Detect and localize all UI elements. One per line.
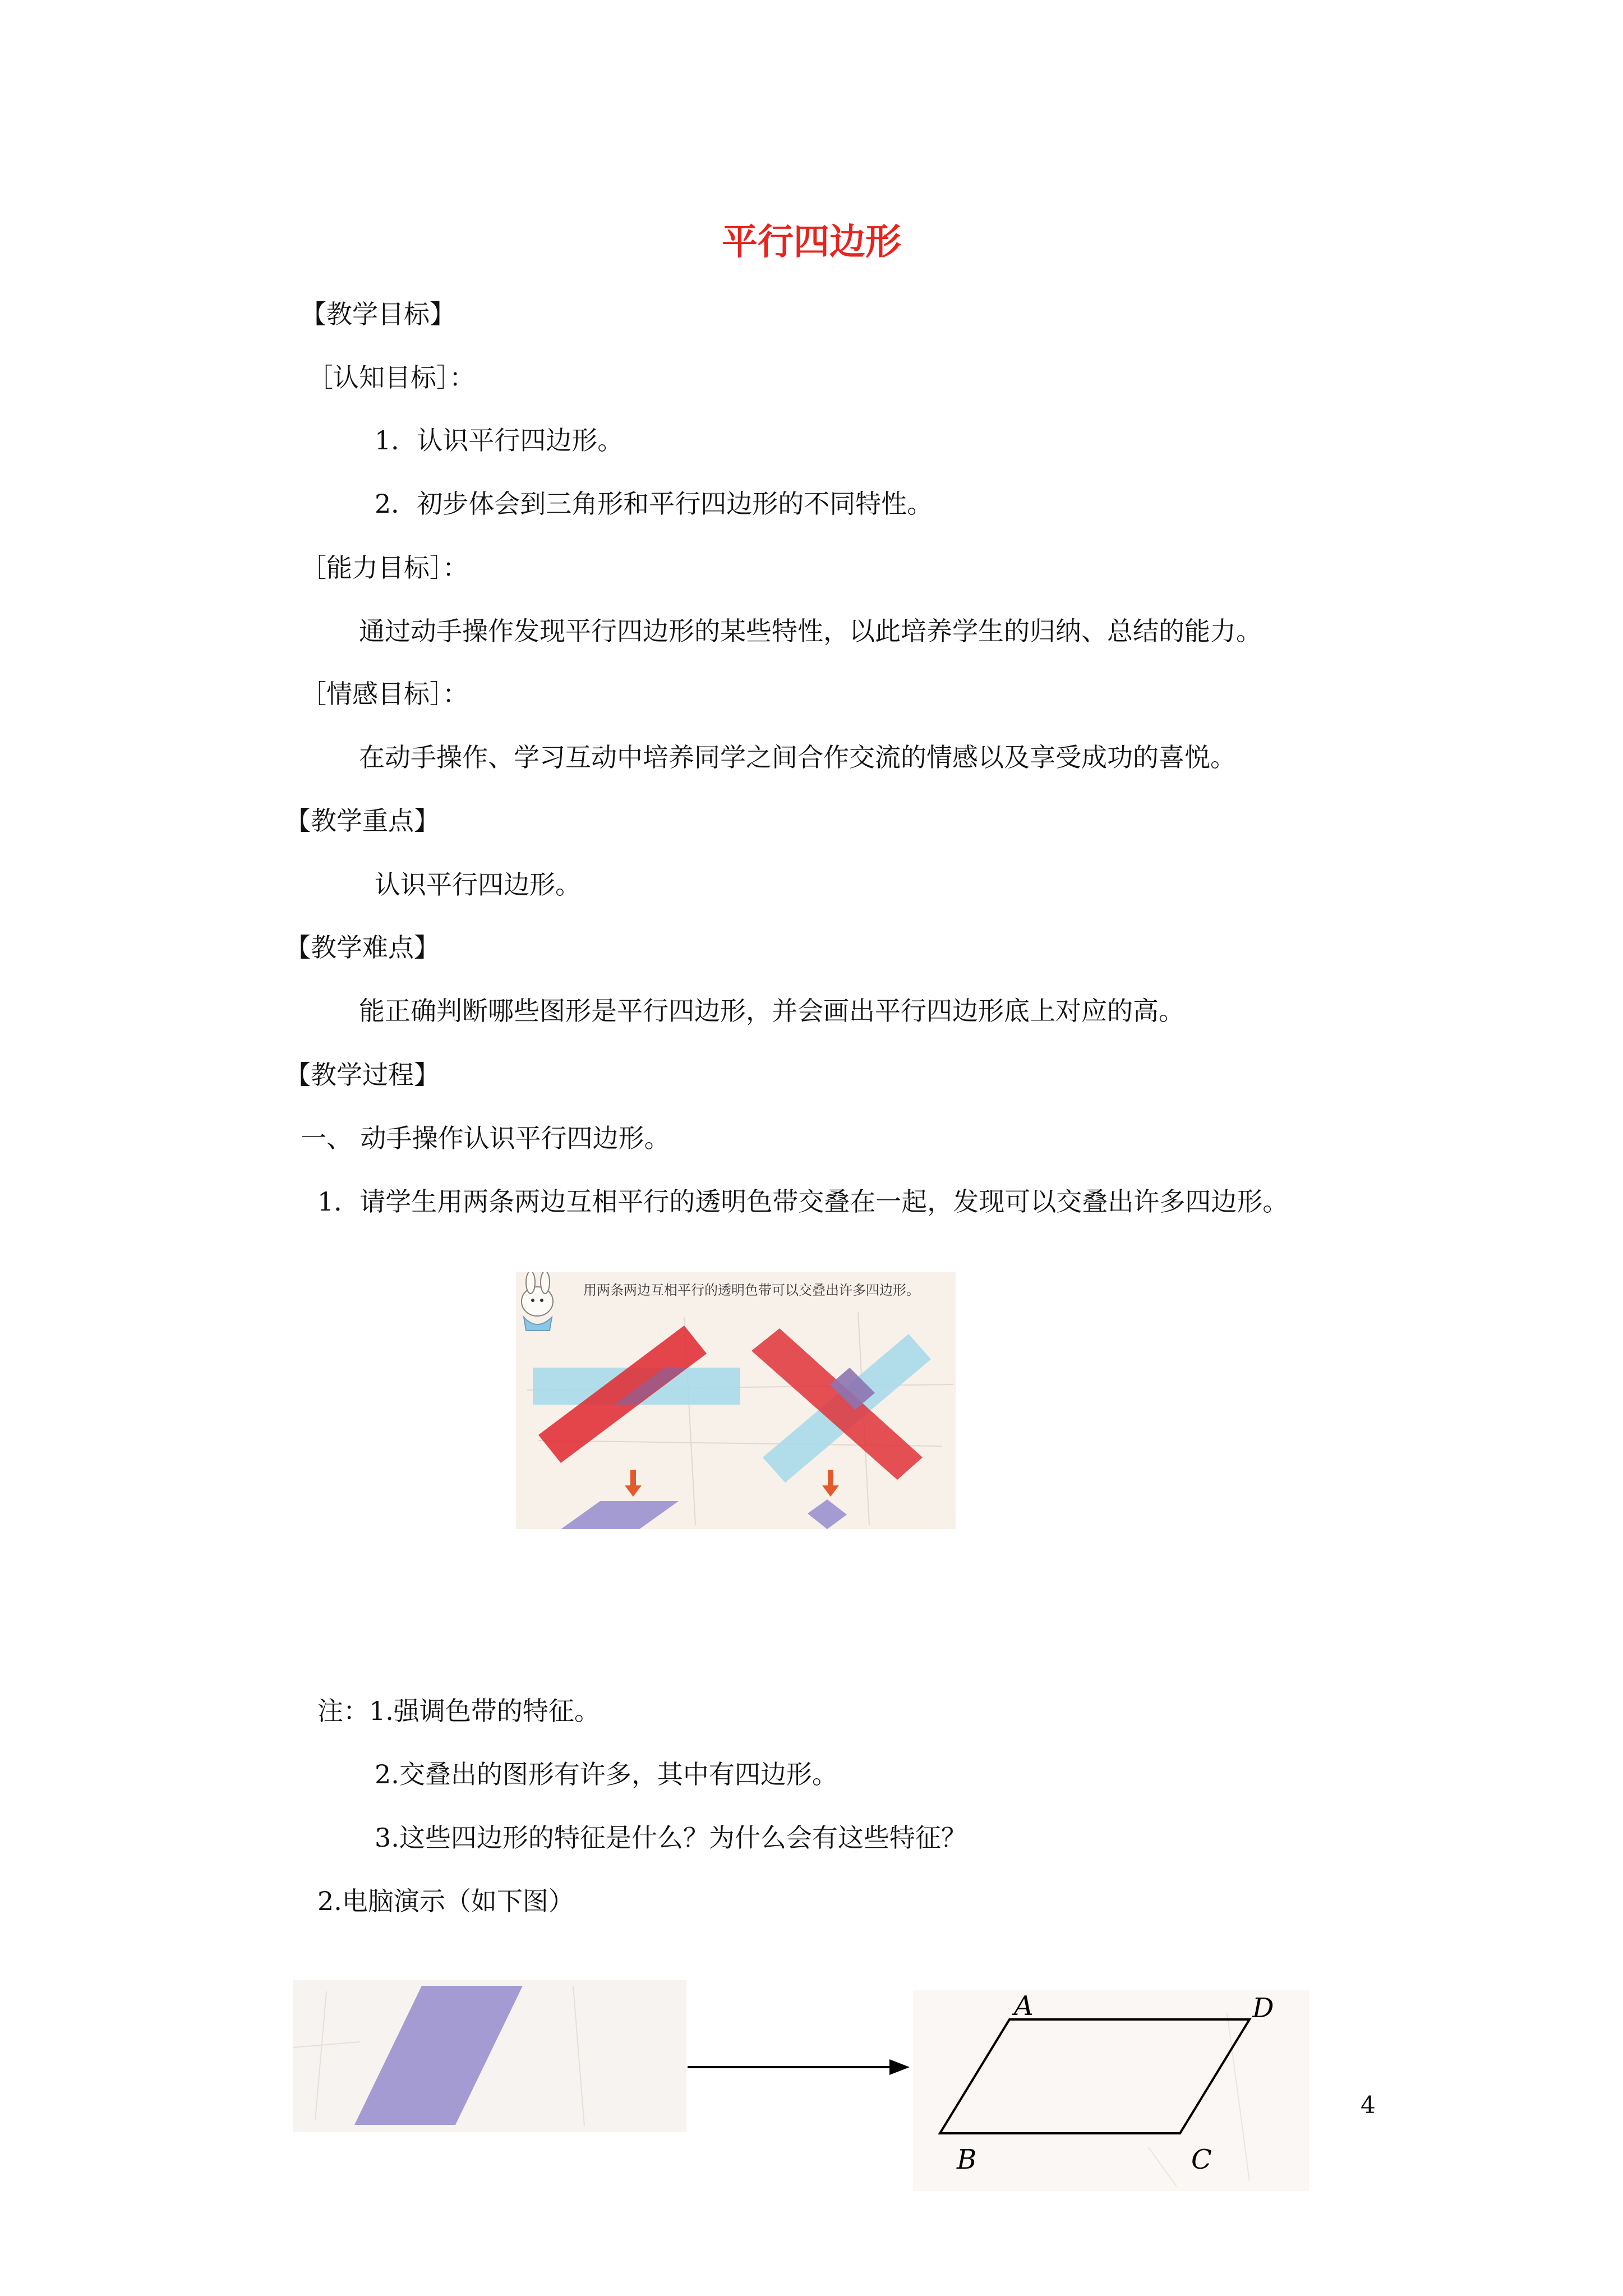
ability-goal-text: 通过动手操作发现平行四边形的某些特性，以此培养学生的归纳、总结的能力。: [359, 616, 1262, 646]
subheading-emotion-goals: ［情感目标］：: [301, 679, 468, 709]
heading-teaching-goals: 【教学目标】: [301, 299, 455, 329]
textbook-illustration: [516, 1272, 956, 1529]
key-point-text: 认识平行四边形。: [375, 869, 581, 900]
subheading-cognitive-goals: ［认知目标］：: [307, 362, 475, 393]
difficult-point-text: 能正确判断哪些图形是平行四边形，并会画出平行四边形底上对应的高。: [359, 996, 1184, 1026]
page-title: 平行四边形: [722, 221, 901, 263]
vertex-label-c: C: [1191, 2144, 1212, 2175]
heading-key-point: 【教学重点】: [285, 806, 440, 836]
note-3: 3.这些四边形的特征是什么？为什么会有这些特征？: [375, 1823, 967, 1853]
figure-caption: 用两条两边互相平行的透明色带可以交叠出许多四边形。: [583, 1282, 920, 1298]
note-1: 注：1.强调色带的特征。: [317, 1696, 600, 1726]
purple-parallelogram-figure: [293, 1980, 686, 2132]
right-arrow-icon: [688, 2056, 912, 2078]
vertex-label-a: A: [1014, 1990, 1034, 2022]
vertex-label-b: B: [957, 2144, 977, 2175]
cognitive-goal-2: 2．初步体会到三角形和平行四边形的不同特性。: [375, 489, 933, 519]
note-2: 2.交叠出的图形有许多，其中有四边形。: [375, 1759, 838, 1789]
heading-difficult-point: 【教学难点】: [285, 932, 440, 963]
emotion-goal-text: 在动手操作、学习互动中培养同学之间合作交流的情感以及享受成功的喜悦。: [359, 742, 1236, 772]
cognitive-goal-1: 1．认识平行四边形。: [375, 425, 624, 455]
process-step-1-2: 2.电脑演示（如下图）: [317, 1886, 574, 1916]
parallelogram-abcd-svg: [913, 1990, 1309, 2191]
page-number: 4: [1361, 2091, 1376, 2119]
vertex-label-d: D: [1252, 1993, 1274, 2024]
parallelogram-abcd-figure: [913, 1990, 1309, 2191]
heading-teaching-process: 【教学过程】: [285, 1060, 440, 1090]
subheading-ability-goals: ［能力目标］：: [301, 553, 468, 583]
purple-parallelogram-photo: [293, 1980, 686, 2132]
process-step-1-1: 1．请学生用两条两边互相平行的透明色带交叠在一起，发现可以交叠出许多四边形。: [317, 1186, 1289, 1217]
strips-overlap-figure: [516, 1272, 956, 1529]
process-step-1: 一、 动手操作认识平行四边形。: [301, 1123, 670, 1153]
